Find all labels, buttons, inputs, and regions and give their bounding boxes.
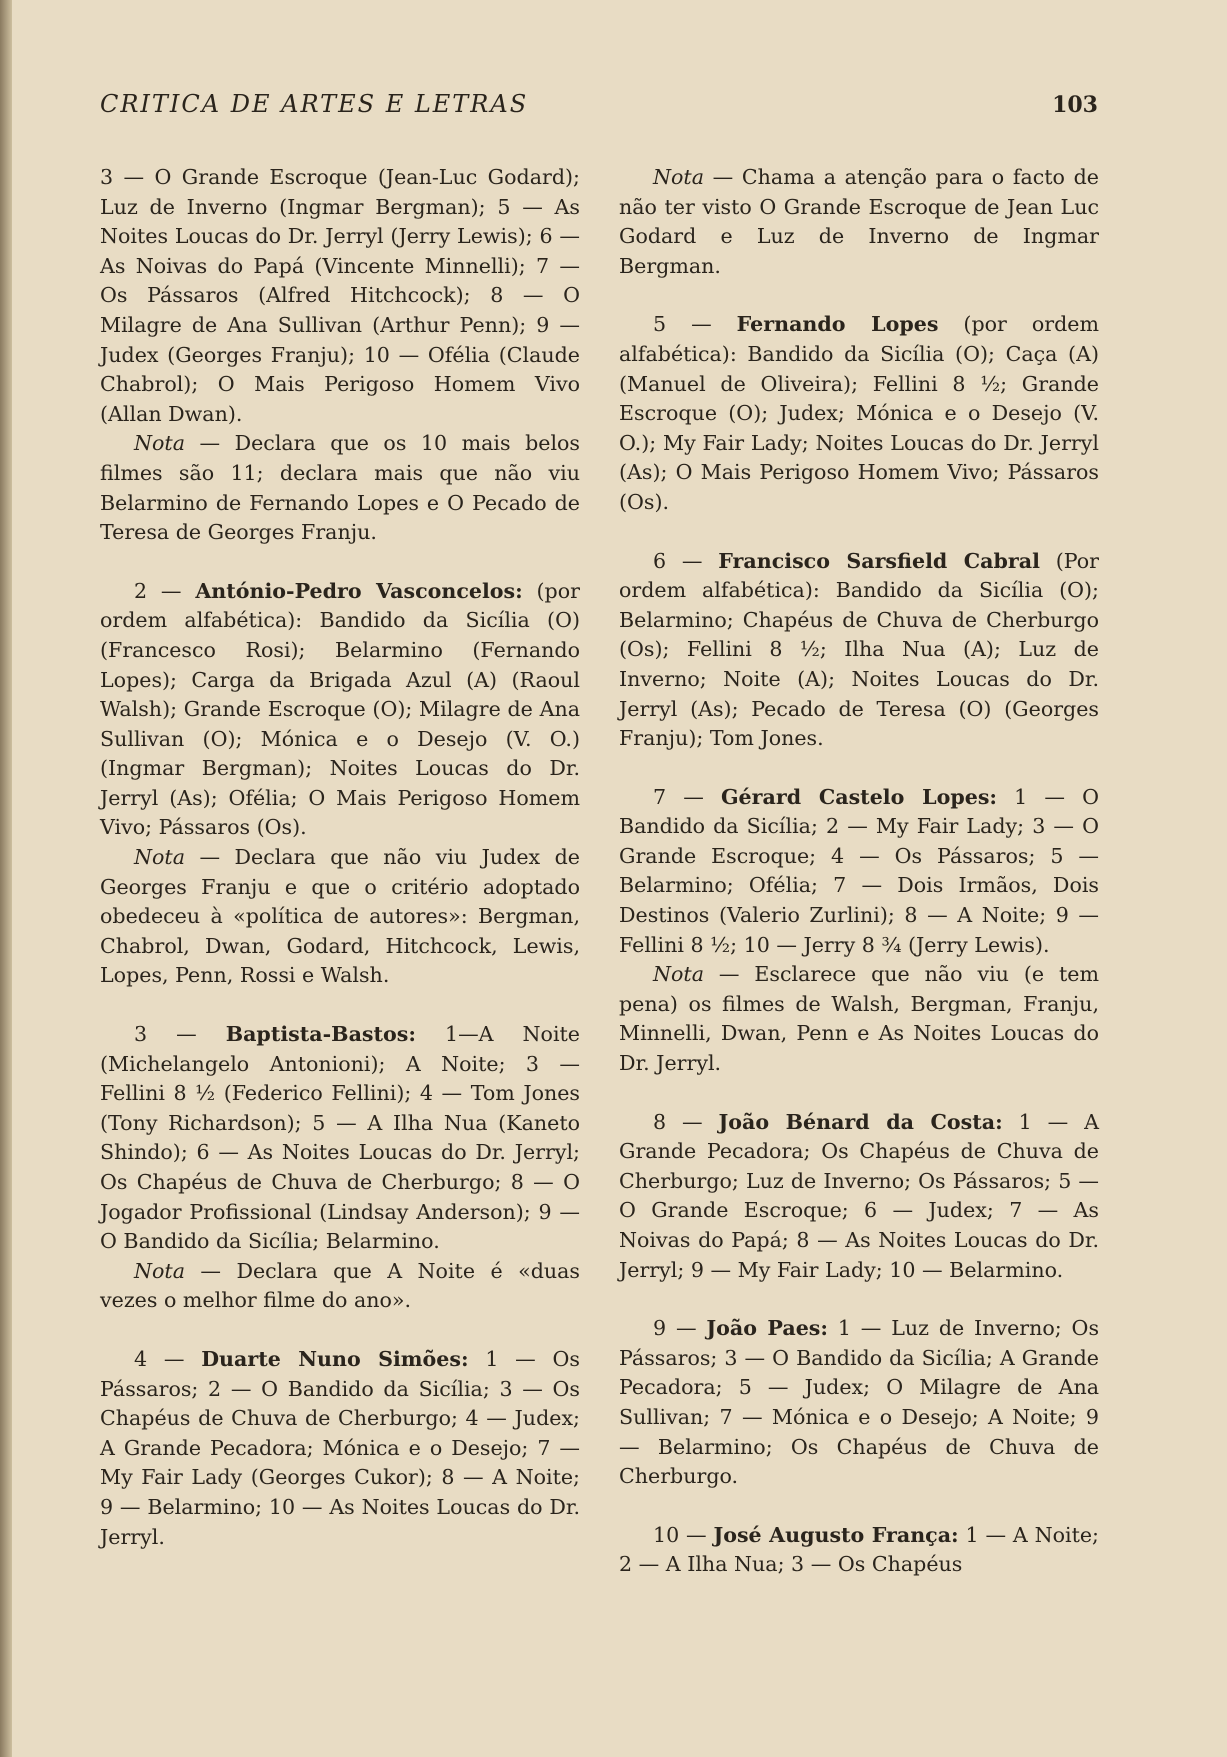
entry-number: 2 — bbox=[134, 578, 196, 603]
entry-text: 1 — A Grande Pecadora; Os Chapéus de Chuva de Cherburgo; Luz de Inverno; Os Pássaros; 5 — O Grande Escroque; 6 — Judex; 7 — As Noivas do Papá; 8 — As Noites Loucas do Dr. Jerryl; 9 — My Fair Lady; 10 — Belarmino. bbox=[619, 1109, 1099, 1282]
left-column bbox=[100, 163, 580, 1552]
entry-text: 1 — Luz de Inverno; Os Pássaros; 3 — O Bandido da Sicília; A Grande Pecadora; 5 — Judex; O Milagre de Ana Sullivan; 7 — Mónica e o Desejo; A Noite; 9 — Belarmino; Os Chapéus de Chuva de Cherburgo. bbox=[619, 1316, 1100, 1489]
entry-text: (Por ordem alfabética): Bandido da Sicília (O); Belarmino; Chapéus de Chuva de Cherburgo (Os); Fellini 8 ½; Ilha Nua (A); Luz de Inverno; Noite (A); Noites Loucas do Dr. Jerryl (As); Pecado de Teresa (O) (Georges Franju); Tom Jones. bbox=[619, 548, 1099, 751]
critic-name: Fernando Lopes bbox=[736, 312, 939, 337]
entry-note bbox=[100, 843, 580, 991]
critic-name: Baptista-Bastos: bbox=[225, 1022, 416, 1047]
entry-body bbox=[100, 1345, 580, 1552]
entry-text: 1 — Os Pássaros; 2 — O Bandido da Sicília; 3 — Os Chapéus de Chuva de Cherburgo; 4 — Judex; A Grande Pecadora; Mónica e o Desejo; 7 — My Fair Lady (Georges Cukor); 8 — A Noite; 9 — Belarmino; 10 — As Noites Loucas do Dr. Jerryl. bbox=[100, 1346, 580, 1549]
note-text: — Declara que os 10 mais belos filmes são 11; declara mais que não viu Belarmino de Fernando Lopes e O Pecado de Teresa de Georges Franju. bbox=[100, 431, 580, 545]
entry-text: 1 — O Bandido da Sicília; 2 — My Fair Lady; 3 — O Grande Escroque; 4 — Os Pássaros; 5 — Belarmino; Ofélia; 7 — Dois Irmãos, Dois Destinos (Valerio Zurlini); 8 — A Noite; 9 — Fellini 8 ½; 10 — Jerry 8 ¾ (Jerry Lewis). bbox=[619, 784, 1100, 957]
entry-text: (por ordem alfabética): Bandido da Sicília (O); Caça (A) (Manuel de Oliveira); Fellini 8 ½; Grande Escroque (O); Judex; Mónica e o Desejo (V. O.); My Fair Lady; Noites Loucas do Dr. Jerryl (As); O Mais Perigoso Homem Vivo; Pássaros (Os). bbox=[619, 312, 1099, 514]
right-column bbox=[619, 163, 1099, 1580]
entry bbox=[100, 1020, 580, 1316]
entry bbox=[619, 547, 1099, 754]
note-label: Nota bbox=[653, 165, 704, 189]
critic-name: Duarte Nuno Simões: bbox=[201, 1346, 469, 1371]
critic-name: Francisco Sarsfield Cabral bbox=[718, 548, 1040, 573]
note-text: — Declara que A Noite é «duas vezes o melhor filme do ano». bbox=[100, 1258, 580, 1313]
entry bbox=[619, 310, 1099, 517]
critic-name: João Paes: bbox=[706, 1316, 828, 1341]
page-header bbox=[100, 90, 1098, 130]
entry-continuation bbox=[619, 163, 1099, 281]
entry-body bbox=[619, 1521, 1099, 1580]
entry-note bbox=[619, 163, 1099, 281]
entry-body bbox=[619, 547, 1099, 754]
entry-body bbox=[100, 1020, 580, 1257]
entry-number: 9 — bbox=[653, 1316, 707, 1341]
entry-number: 8 — bbox=[653, 1109, 719, 1134]
note-label: Nota bbox=[134, 1258, 185, 1283]
critic-name: António-Pedro Vasconcelos: bbox=[195, 578, 523, 603]
note-text: — Esclarece que não viu (e tem pena) os filmes de Walsh, Bergman, Franju, Minnelli, Dwan, Penn e As Noites Loucas do Dr. Jerryl. bbox=[619, 962, 1099, 1076]
note-label: Nota bbox=[134, 845, 185, 870]
running-head: CRITICA DE ARTES E LETRAS bbox=[100, 90, 529, 118]
entry-body bbox=[619, 310, 1099, 517]
entry-continuation bbox=[100, 163, 580, 548]
critic-name: Gérard Castelo Lopes: bbox=[720, 784, 998, 809]
entry-number: 7 — bbox=[653, 784, 721, 809]
entry-number: 4 — bbox=[134, 1346, 202, 1371]
entry-note bbox=[100, 1257, 580, 1316]
entry-text: (por ordem alfabética): Bandido da Sicília (O) (Francesco Rosi); Belarmino (Fernando Lopes); Carga da Brigada Azul (A) (Raoul Walsh); Grande Escroque (O); Milagre de Ana Sullivan (O); Mónica e o Desejo (V. O.) (Ingmar Bergman); Noites Loucas do Dr. Jerryl (As); Ofélia; O Mais Perigoso Homem Vivo; Pássaros (Os). bbox=[100, 578, 580, 840]
entry bbox=[619, 1314, 1099, 1492]
entry-note bbox=[100, 429, 580, 547]
entry-body bbox=[100, 577, 580, 843]
entry-note bbox=[619, 960, 1099, 1078]
entry-number: 6 — bbox=[653, 548, 719, 573]
entry bbox=[100, 1345, 580, 1552]
entry-number: 10 — bbox=[653, 1522, 714, 1547]
critic-name: João Bénard da Costa: bbox=[718, 1109, 1003, 1134]
page-number: 103 bbox=[1052, 92, 1098, 118]
entry-text: 1 — A Noite; 2 — A Ilha Nua; 3 — Os Chapéus bbox=[619, 1522, 1099, 1577]
critic-name: José Augusto França: bbox=[713, 1522, 959, 1547]
entry bbox=[619, 1108, 1099, 1286]
entry-number: 3 — bbox=[134, 1022, 226, 1047]
entry bbox=[619, 783, 1099, 1079]
entry-body bbox=[619, 783, 1099, 961]
note-text: — Chama a atenção para o facto de não ter visto O Grande Escroque de Jean Luc Godard e Luz de Inverno de Ingmar Bergman. bbox=[619, 165, 1099, 278]
note-label: Nota bbox=[134, 431, 185, 456]
entry-number: 5 — bbox=[653, 312, 737, 337]
entry bbox=[100, 577, 580, 991]
note-label: Nota bbox=[653, 962, 704, 987]
entry-body: 3 — O Grande Escroque (Jean-Luc Godard); Luz de Inverno (Ingmar Bergman); 5 — As Noites Loucas do Dr. Jerryl (Jerry Lewis); 6 — As Noivas do Papá (Vincente Minnelli); 7 — Os Pássaros (Alfred Hitchcock); 8 — O Milagre de Ana Sullivan (Arthur Penn); 9 — Judex (Georges Franju); 10 — Ofélia (Claude Chabrol); O Mais Perigoso Homem Vivo (Allan Dwan). bbox=[100, 165, 580, 426]
entry-body bbox=[619, 1314, 1099, 1492]
page-binding-edge bbox=[0, 0, 12, 1757]
entry-text: 1—A Noite (Michelangelo Antonioni); A Noite; 3 — Fellini 8 ½ (Federico Fellini); 4 — Tom Jones (Tony Richardson); 5 — A Ilha Nua (Kaneto Shindo); 6 — As Noites Loucas do Dr. Jerryl; Os Chapéus de Chuva de Cherburgo; 8 — O Jogador Profissional (Lindsay Anderson); 9 — O Bandido da Sicília; Belarmino. bbox=[100, 1022, 580, 1254]
note-text: — Declara que não viu Judex de Georges Franju e que o critério adoptado obedeceu à «política de autores»: Bergman, Chabrol, Dwan, Godard, Hitchcock, Lewis, Lopes, Penn, Rossi e Walsh. bbox=[100, 845, 580, 988]
entry bbox=[619, 1521, 1099, 1580]
entry-body bbox=[619, 1108, 1099, 1286]
